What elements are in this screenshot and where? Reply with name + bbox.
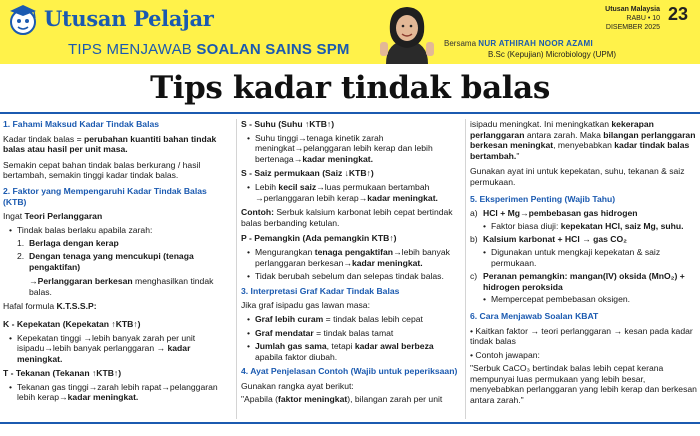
banner-prefix: TIPS MENJAWAB <box>68 41 197 58</box>
factor-t-heading: T - Tekanan (Tekanan ↑KTB↑) <box>3 368 122 379</box>
column-divider-1 <box>236 119 237 419</box>
quote-text: ), bilangan zarah per unit <box>347 394 443 405</box>
item-number: 2. <box>17 250 25 261</box>
item-text: = tindak balas lebih cepat <box>323 313 423 324</box>
section-4-heading: 4. Ayat Penjelasan Contoh (Wajib untuk peperiksaan) <box>241 366 458 377</box>
list-item <box>483 221 698 232</box>
quote-bold: kadar tindak balas bertambah. <box>470 140 690 161</box>
item-bold: kadar meningkat. <box>17 343 191 364</box>
mascot-logo-icon <box>4 3 42 37</box>
list-item <box>9 382 231 403</box>
page-number: 23 <box>668 4 689 24</box>
list-item: • Tidak berubah sebelum dan selepas tindak balas. <box>247 271 459 282</box>
item-number: 1. <box>17 238 25 249</box>
quote-text: "Apabila ( <box>241 394 278 405</box>
item-text: Mengurangkan <box>255 246 315 257</box>
factor-p-heading: P - Pemangkin (Ada pemangkin KTB↑) <box>241 233 397 244</box>
item-text: = tindak balas tamat <box>313 327 394 338</box>
list-item <box>247 341 459 362</box>
item-label: b) <box>470 234 478 245</box>
factor-p-list <box>247 247 459 282</box>
list-item <box>247 328 459 339</box>
factor-s-list <box>247 133 459 165</box>
section-5-heading: 5. Eksperimen Penting (Wajib Tahu) <box>470 193 616 204</box>
column-2 <box>241 119 459 408</box>
column-3 <box>470 119 698 409</box>
item-text: Lebih <box>255 181 279 192</box>
kbat-example-label: • Contoh jawapan: <box>470 349 540 360</box>
effective-collision-tail: menghasilkan tindak balas. <box>29 276 214 297</box>
author-portrait-icon <box>378 2 436 64</box>
item-title: HCl + Mg→pembebasan gas hidrogen <box>483 208 638 219</box>
item-text: Kepekatan tinggi →lebih banyak zarah per unit isipadu→lebih banyak perlanggaran → <box>17 332 196 354</box>
quote-text: , menyebabkan <box>553 140 615 151</box>
section-4-intro: Gunakan rangka ayat berikut: <box>241 380 354 391</box>
section-1-heading: 1. Fahami Maksud Kadar Tindak Balas <box>3 119 160 129</box>
kbat-step: • Kaitkan faktor → teori perlanggaran → kesan pada kadar tindak balas <box>470 325 693 347</box>
item-text: Berlaga dengan kerap <box>29 238 119 249</box>
section-banner <box>68 41 350 58</box>
list-item: • Tindak balas berlaku apabila zarah: <box>9 225 231 236</box>
bottom-band <box>0 424 700 436</box>
publication-name: Utusan Malaysia <box>605 6 660 13</box>
factor-saiz-heading: S - Saiz permukaan (Saiz ↓KTB↑) <box>241 168 374 179</box>
item-label: c) <box>470 271 478 282</box>
quote-text: " <box>516 150 520 161</box>
factor-t-list <box>9 382 231 403</box>
brand-title: Utusan Pelajar <box>44 6 214 31</box>
byline-credentials: B.Sc (Kepujian) Microbiology (UPM) <box>488 50 617 59</box>
column-divider-2 <box>465 119 466 419</box>
sub-list <box>483 294 698 305</box>
formula-line <box>3 301 231 312</box>
list-item <box>247 314 459 325</box>
item-bold: kadar awal berbeza <box>354 341 434 352</box>
effective-collision-line <box>3 276 231 297</box>
item-text: →lebih banyak perlanggaran berkesan→ <box>255 246 450 268</box>
page-title: Tips kadar tindak balas <box>150 70 550 106</box>
item-title: Peranan pemangkin: <box>483 271 570 282</box>
formula-acronym: K.T.S.S.P: <box>56 301 97 312</box>
byline-lead: Bersama <box>444 39 477 48</box>
definition-lead: Kadar tindak balas = <box>3 133 84 144</box>
item-bold: kadar meningkat. <box>67 392 139 403</box>
item-text: , tetapi <box>326 341 355 352</box>
publication-info <box>590 5 660 32</box>
quote-bold: kekerapan perlanggaran <box>470 119 654 140</box>
section-6-heading: 6. Cara Menjawab Soalan KBAT <box>470 310 599 321</box>
collision-list <box>9 225 231 236</box>
experiment-item <box>470 271 698 305</box>
item-bold: Graf lebih curam <box>255 313 324 324</box>
list-item <box>247 133 459 165</box>
ingat-line <box>3 211 231 222</box>
formula-lead: Hafal formula <box>3 301 57 312</box>
usage-note: Gunakan ayat ini untuk kepekatan, suhu, tekanan & saiz permukaan. <box>470 166 685 187</box>
definition-bold: perubahan kuantiti bahan tindak balas atau hasil per unit masa. <box>3 133 217 155</box>
column-1 <box>3 119 231 407</box>
item-text: Faktor biasa diuji: <box>491 220 561 231</box>
list-item <box>247 247 459 268</box>
item-title: Kalsium karbonat + HCl → gas CO₂ <box>483 234 627 245</box>
item-bold: Graf mendatar <box>255 327 314 338</box>
section-3-heading: 3. Interpretasi Graf Kadar Tindak Balas <box>241 285 400 296</box>
list-item <box>9 333 231 365</box>
byline-name: NUR ATHIRAH NOOR AZAMI <box>478 39 593 48</box>
section-4-quote <box>241 394 459 405</box>
sub-list <box>483 247 698 268</box>
section-3-intro: Jika graf isipadu gas lawan masa: <box>241 300 370 311</box>
example-line <box>241 207 459 228</box>
ingat-lead: Ingat <box>3 211 25 222</box>
item-bold: kadar meningkat. <box>351 257 423 268</box>
factor-s-heading: S - Suhu (Suhu ↑KTB↑) <box>241 119 335 129</box>
item-text: Dengan tenaga yang mencukupi (tenaga pengaktifan) <box>29 250 194 272</box>
list-item <box>17 238 231 249</box>
ingat-theory: Teori Perlanggaran <box>24 211 103 222</box>
publication-date: RABU • 10 DISEMBER 2025 <box>605 15 660 31</box>
list-item: • Digunakan untuk mengkaji kepekatan & saiz permukaan. <box>483 247 698 268</box>
quote-bold: faktor meningkat <box>277 394 348 405</box>
author-byline <box>444 38 616 60</box>
item-text: →luas permukaan bertambah →perlanggaran lebih kerap→ <box>255 181 430 203</box>
list-item <box>17 251 231 272</box>
factor-saiz-list <box>247 182 459 203</box>
item-text: Suhu tinggi→tenaga kinetik zarah meningkat→pelanggaran lebih kerap dan lebih bertenaga→ <box>255 132 433 164</box>
arrow-glyph: → <box>29 276 38 287</box>
section-1-definition <box>3 134 231 155</box>
item-bold: kadar meningkat. <box>367 192 438 203</box>
quote-text: isipadu meningkat. Ini meningkatkan <box>470 119 612 129</box>
quote-text: antara zarah. Maka <box>524 129 604 140</box>
banner-bold: SOALAN SAINS SPM <box>196 41 350 58</box>
item-text: Tekanan gas tinggi→zarah lebih rapat→pelanggaran lebih kerap→ <box>17 381 218 403</box>
title-rule <box>0 112 700 114</box>
list-item: • Mempercepat pembebasan oksigen. <box>483 294 698 305</box>
list-item <box>247 182 459 203</box>
item-bold: kepekatan HCl, saiz Mg, suhu. <box>560 220 684 231</box>
graph-list <box>247 314 459 362</box>
section-2-heading: 2. Faktor yang Mempengaruhi Kadar Tindak Balas (KTB) <box>3 185 207 207</box>
item-bold: tenaga pengaktifan <box>314 246 394 257</box>
collision-conditions <box>17 238 231 272</box>
example-text: Serbuk kalsium karbonat lebih cepat bertindak balas berbanding ketulan. <box>241 207 453 228</box>
effective-collision: Perlanggaran berkesan <box>37 276 133 287</box>
item-bold: kadar meningkat. <box>302 153 373 164</box>
sub-list <box>483 221 698 232</box>
factor-k-list <box>9 333 231 365</box>
example-label: Contoh: <box>241 207 274 218</box>
section-1-explanation: Semakin cepat bahan tindak balas berkurang / hasil bertambah, semakin tinggi kadar tindak balas. <box>3 159 201 181</box>
item-bold: Jumlah gas sama <box>255 341 327 352</box>
quote-bold: bilangan perlanggaran berkesan meningkat <box>470 129 696 151</box>
factor-k-heading: K - Kepekatan (Kepekatan ↑KTB↑) <box>3 318 141 329</box>
item-label: a) <box>470 208 478 219</box>
experiment-item <box>470 234 698 268</box>
experiment-item <box>470 208 698 231</box>
kbat-example-answer: "Serbuk CaCO₃ bertindak balas lebih cepat kerana mempunyai luas permukaan yang lebih besar, menyebabkan perlanggaran yang lebih kerap dan berkesan antara zarah." <box>470 363 697 406</box>
item-title: mangan(IV) oksida (MnO₂) + hidrogen peroksida <box>483 271 685 292</box>
item-bold: kecil saiz <box>278 181 317 192</box>
experiment-list <box>470 208 698 305</box>
quote-continuation <box>470 119 698 161</box>
item-text: apabila faktor diubah. <box>255 351 338 362</box>
